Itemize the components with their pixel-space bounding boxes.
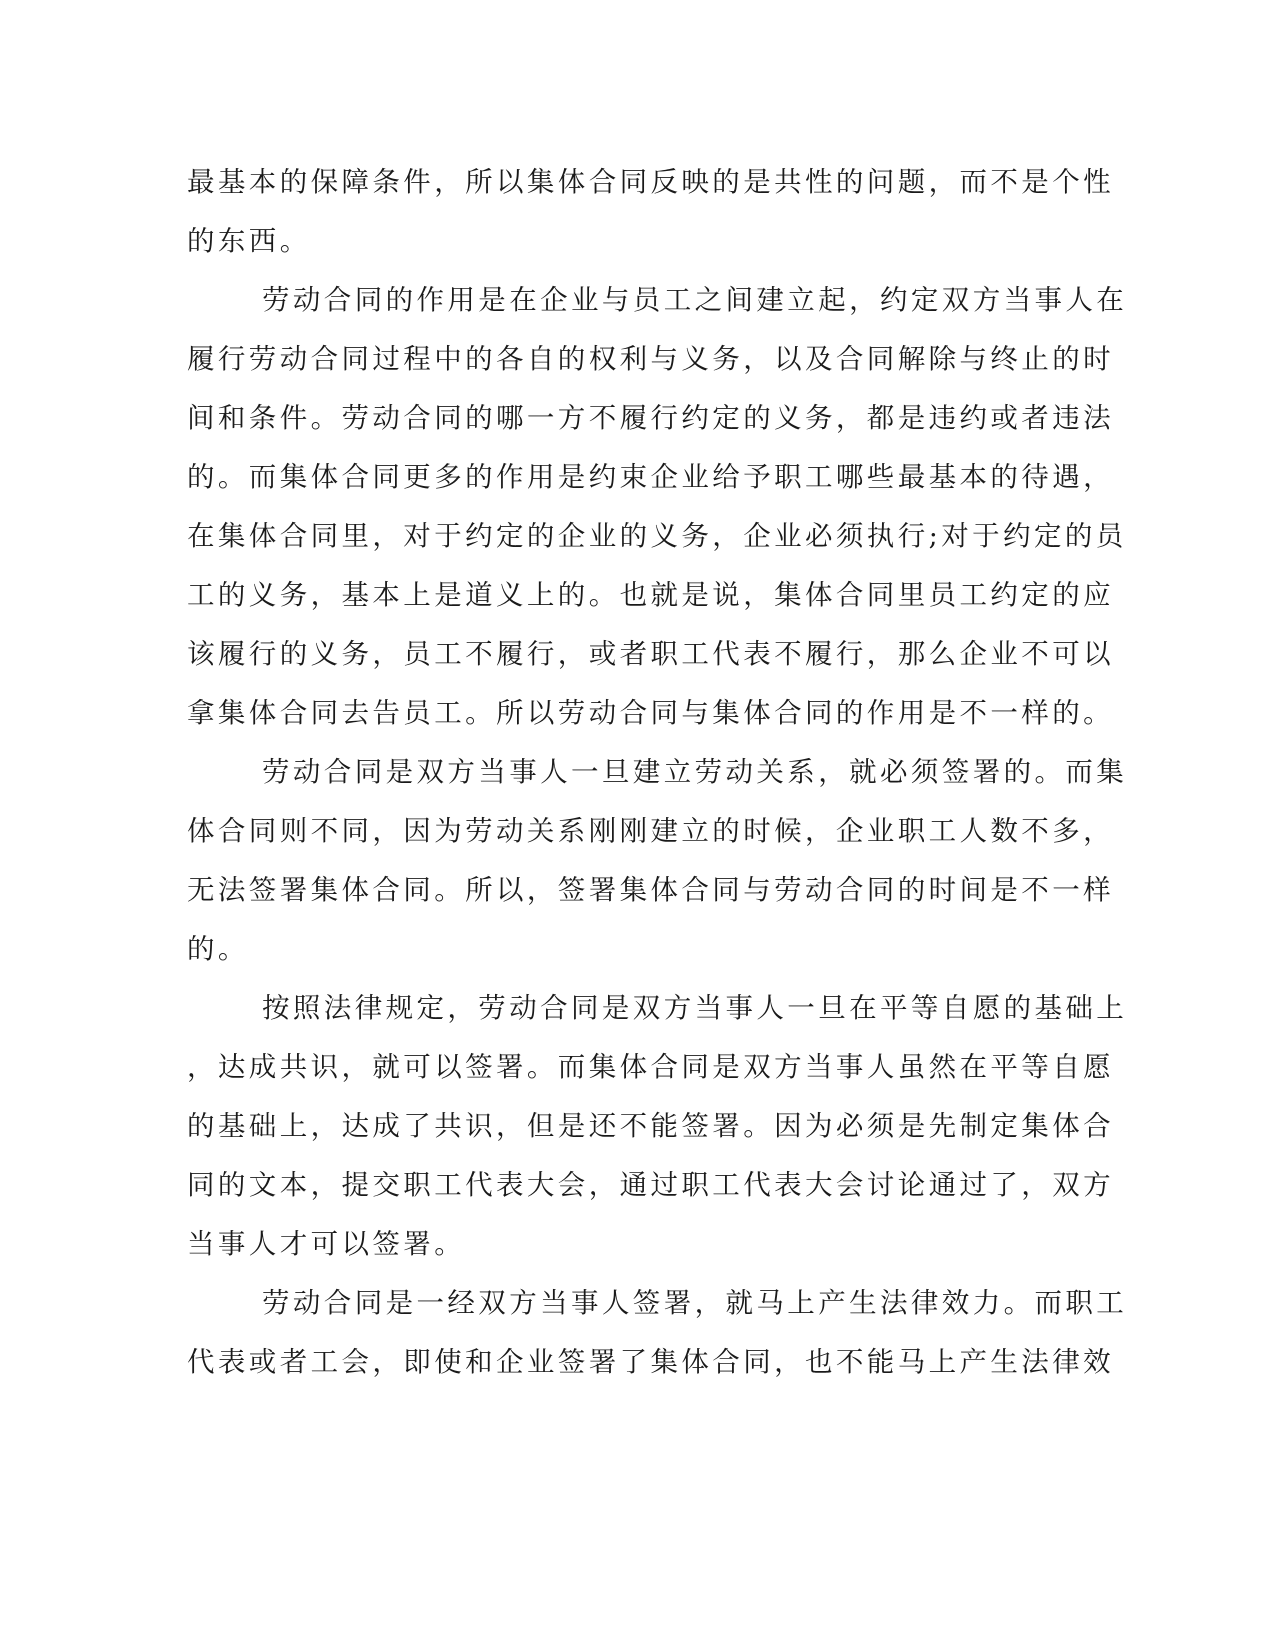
text-line: 的基础上，达成了共识，但是还不能签署。因为必须是先制定集体合 (187, 1110, 1114, 1142)
text-line: 的东西。 (187, 225, 311, 257)
text-line: 履行劳动合同过程中的各自的权利与义务，以及合同解除与终止的时 (187, 343, 1114, 375)
paragraph-first-line: 劳动合同是一经双方当事人签署，就马上产生法律效力。而职工 (262, 1287, 1128, 1319)
text-line: 代表或者工会，即使和企业签署了集体合同，也不能马上产生法律效 (187, 1346, 1114, 1378)
text-line: 当事人才可以签署。 (187, 1228, 466, 1260)
paragraph-first-line: 劳动合同是双方当事人一旦建立劳动关系，就必须签署的。而集 (262, 756, 1128, 788)
text-line: 最基本的保障条件，所以集体合同反映的是共性的问题，而不是个性 (187, 166, 1114, 198)
paragraph-first-line: 劳动合同的作用是在企业与员工之间建立起，约定双方当事人在 (262, 284, 1128, 316)
text-line: 的。 (187, 933, 249, 965)
text-line: 的。而集体合同更多的作用是约束企业给予职工哪些最基本的待遇， (187, 461, 1114, 493)
paragraph-first-line: 按照法律规定，劳动合同是双方当事人一旦在平等自愿的基础上 (262, 992, 1128, 1024)
text-line: 体合同则不同，因为劳动关系刚刚建立的时候，企业职工人数不多， (187, 815, 1114, 847)
text-line: 同的文本，提交职工代表大会，通过职工代表大会讨论通过了，双方 (187, 1169, 1114, 1201)
text-line: 该履行的义务，员工不履行，或者职工代表不履行，那么企业不可以 (187, 638, 1114, 670)
text-line: 间和条件。劳动合同的哪一方不履行约定的义务，都是违约或者违法 (187, 402, 1114, 434)
text-line: 无法签署集体合同。所以，签署集体合同与劳动合同的时间是不一样 (187, 874, 1114, 906)
text-line: ，达成共识，就可以签署。而集体合同是双方当事人虽然在平等自愿 (187, 1051, 1114, 1083)
text-line: 工的义务，基本上是道义上的。也就是说，集体合同里员工约定的应 (187, 579, 1114, 611)
text-line: 拿集体合同去告员工。所以劳动合同与集体合同的作用是不一样的。 (187, 697, 1114, 729)
text-line: 在集体合同里，对于约定的企业的义务，企业必须执行;对于约定的员 (187, 520, 1127, 552)
